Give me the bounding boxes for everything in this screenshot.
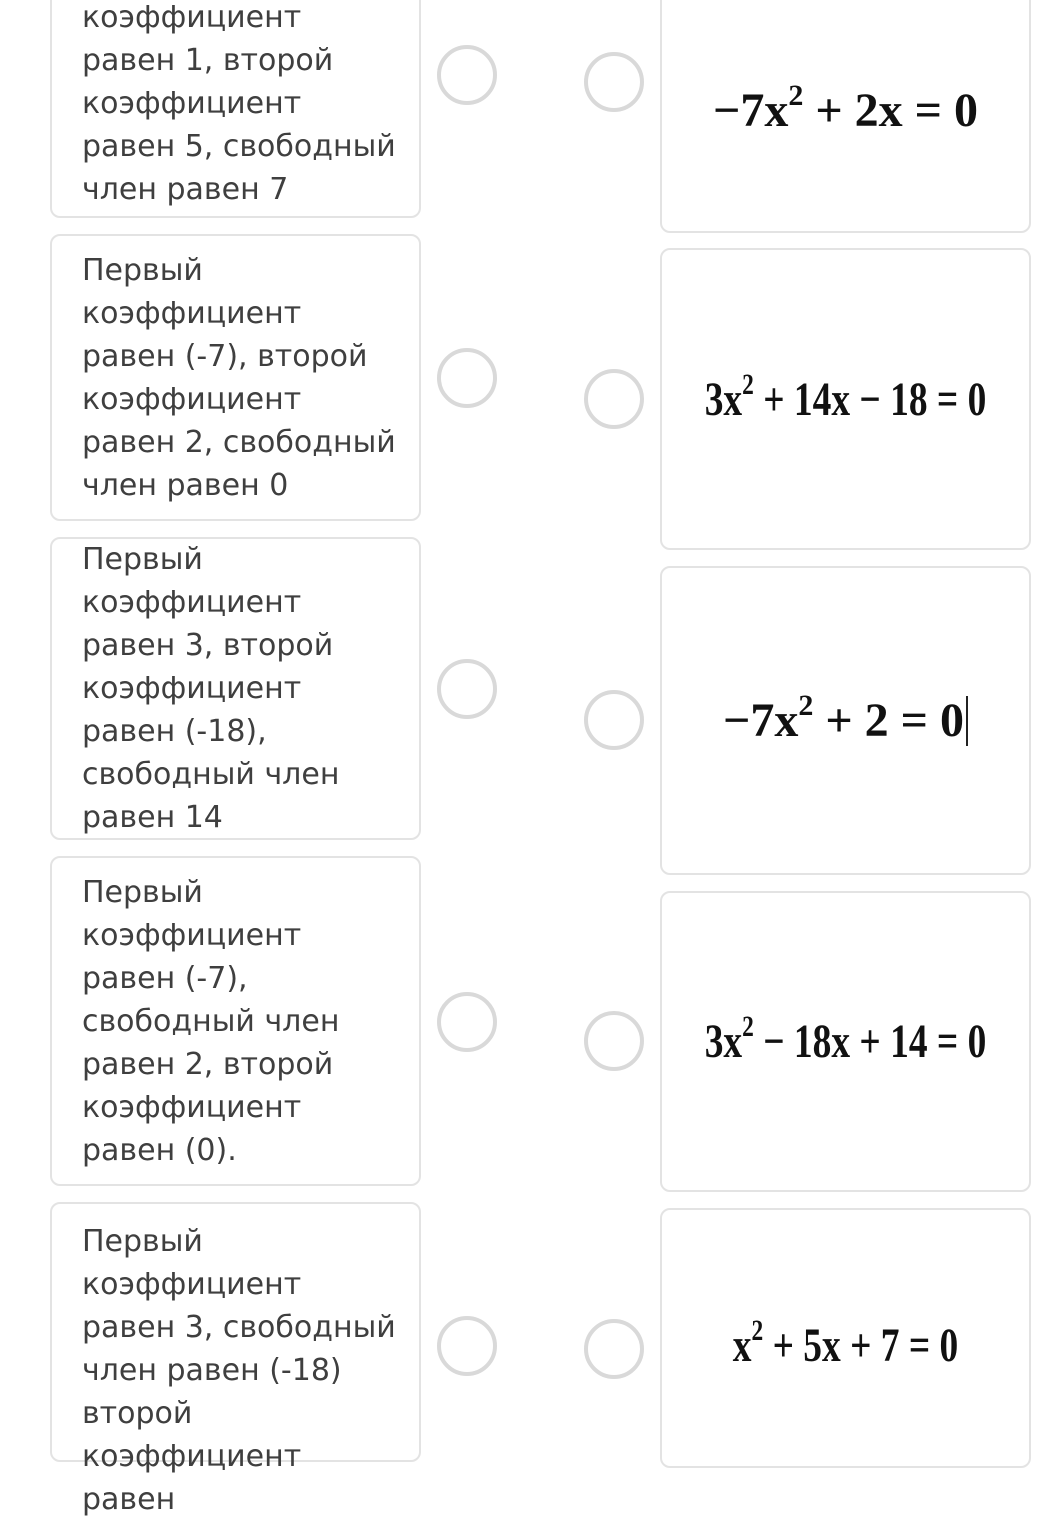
statement-card	[50, 537, 421, 840]
equation: $-7x^2 + 2 = 0$	[722, 689, 965, 747]
equation: $3x^2 + 14x - 18 = 0$	[704, 367, 987, 426]
equation: $-7x^2 + 2x = 0$	[712, 79, 979, 137]
left-radio-button[interactable]	[437, 45, 497, 105]
equation: $x^2 + 5x + 7 = 0$	[732, 1314, 959, 1372]
right-radio-button[interactable]	[584, 1319, 644, 1379]
equation-card	[660, 0, 1031, 233]
statement-text: Первый коэффициент равен (-7), свободный член равен 2, второй коэффициент равен (0).	[82, 874, 340, 1168]
right-radio-button[interactable]	[584, 369, 644, 429]
statement-card	[50, 1202, 421, 1517]
equation: $3x^2 - 18x + 14 = 0$	[704, 1010, 987, 1068]
left-radio-button[interactable]	[437, 1316, 497, 1376]
equation-card	[660, 1208, 1031, 1468]
left-radio-button[interactable]	[437, 348, 497, 408]
left-radio-button[interactable]	[437, 992, 497, 1052]
right-radio-button[interactable]	[584, 52, 644, 112]
equation-card	[660, 891, 1031, 1192]
equation-card	[660, 248, 1031, 550]
left-radio-button[interactable]	[437, 659, 497, 719]
right-radio-button[interactable]	[584, 1011, 644, 1071]
statement-card	[50, 856, 421, 1186]
statement-text: Первый коэффициент равен (-7), второй коэффициент равен 2, свободный член равен 0	[82, 252, 396, 503]
statement-card	[50, 234, 421, 521]
statement-card	[50, 0, 421, 218]
equation-card	[660, 566, 1031, 875]
statement-text: Первый коэффициент равен 3, второй коэффициент равен (-18), свободный член равен 14	[82, 542, 340, 835]
right-radio-button[interactable]	[584, 690, 644, 750]
text-cursor	[966, 696, 968, 746]
statement-text: коэффициент равен 1, второй коэффициент равен 5, свободный член равен 7	[82, 0, 396, 207]
statement-text: Первый коэффициент равен 3, свободный член равен (-18) второй коэффициент равен	[82, 1224, 396, 1517]
